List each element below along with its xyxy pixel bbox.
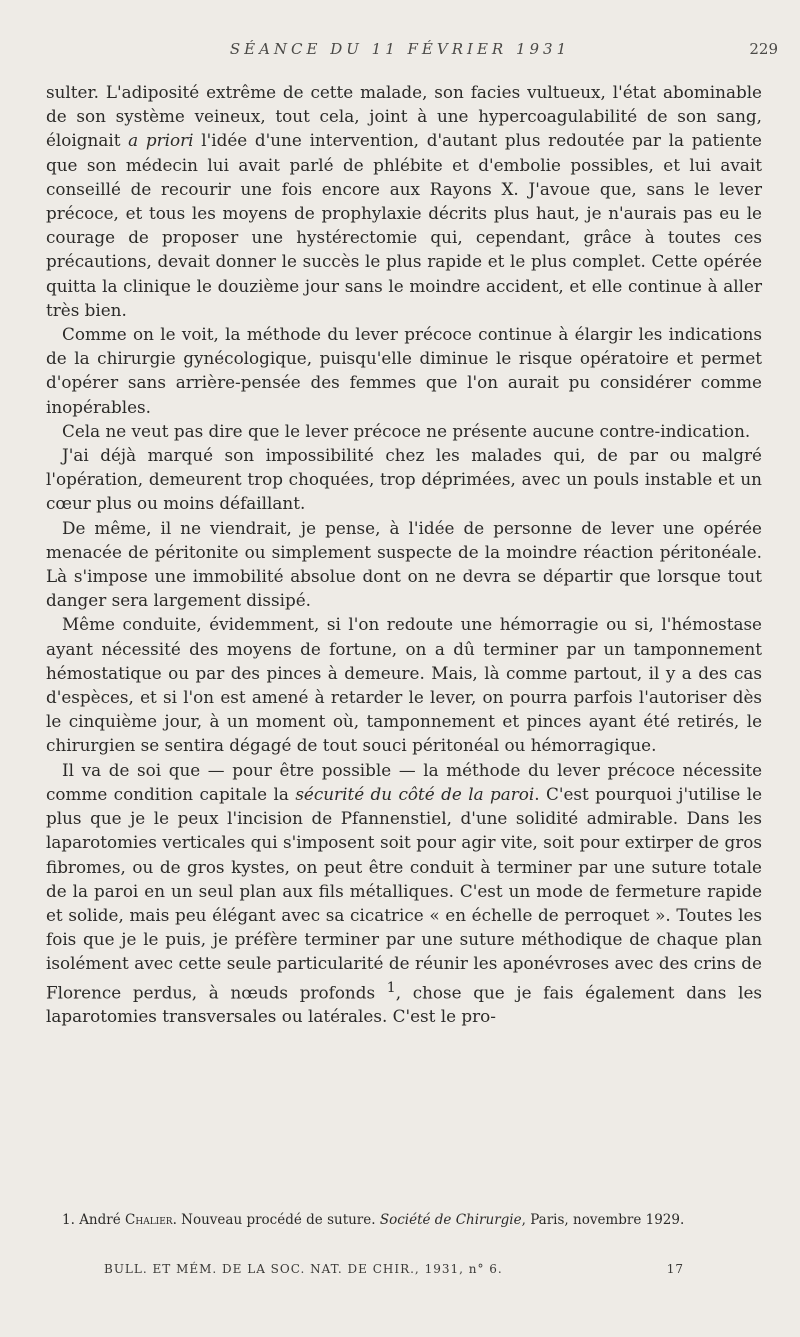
paragraph-7-emphasis: sécurité du côté de la paroi: [295, 783, 535, 804]
footnote-marker: 1.: [62, 1212, 75, 1228]
paragraph-7-text-c: , chose que je fais également dans les laparotomies transversales ou latérales. C'est le pro-: [46, 982, 762, 1027]
paragraph-7-text-a: Il va de soi que — pour être possible — la méthode du lever précoce nécessite comme condition capitale la: [46, 759, 762, 804]
paragraph-1-emphasis: a priori: [128, 130, 194, 151]
footnote-author-first: André: [79, 1212, 126, 1228]
footnote-author-last: Chalier.: [125, 1212, 177, 1228]
paragraph-7: [46, 758, 762, 1029]
paragraph-3: Cela ne veut pas dire que le lever précoce ne présente aucune contre-indication.: [62, 420, 751, 441]
footnote-journal: Société de Chirurgie: [379, 1212, 522, 1228]
paragraph-7-text-b: . C'est pourquoi j'utilise le plus que je le peux l'incision de Pfannenstiel, d'une solidité admirable. Dans les laparotomies verticales qui s'imposent soit pour agir vite, soit pour extirper de gros fibromes, ou de gros kystes, on peut être conduit à terminer par une suture totale de la paroi en un seul plan aux fils métalliques. C'est un mode de fermeture rapide et solide, mais peu élégant avec sa cicatrice « en échelle de perroquet ». Toutes les fois que je le puis, je préfère terminer par une suture méthodique de chaque plan isolément avec cette seule particularité de réunir les aponévroses avec des crins de Florence perdus, à nœuds profonds: [46, 783, 763, 1003]
paragraph-6: Même conduite, évidemment, si l'on redoute une hémorragie ou si, l'hémostase ayant nécessité des moyens de fortune, on a dû terminer par un tamponnement hémostatique ou par des pinces à demeure. Mais, là comme partout, il y a des cas d'espèces, et si l'on est amené à retarder le lever, on pourra parfois l'autoriser dès le cinquième jour, à un moment où, tamponnement et pinces ayant été retirés, le chirurgien se sentira dégagé de tout souci péritonéal ou hémorragique.: [46, 614, 762, 756]
footnote-title: Nouveau procédé de suture.: [176, 1212, 380, 1228]
body-text: [46, 80, 762, 1029]
footnotes: [46, 1211, 762, 1230]
running-title: SÉANCE DU 11 FÉVRIER 1931: [229, 40, 571, 58]
footer-text: BULL. ET MÉM. DE LA SOC. NAT. DE CHIR., 1931, n° 6.: [104, 1262, 503, 1276]
footnote-rest: , Paris, novembre 1929.: [521, 1212, 685, 1228]
paragraph-2: Comme on le voit, la méthode du lever précoce continue à élargir les indications de la chirurgie gynécologique, puisqu'elle diminue le risque opératoire et permet d'opérer sans arrière-pensée des femmes que l'on aurait pu considérer comme inopérables.: [46, 324, 762, 417]
page-footer: [104, 1262, 684, 1276]
paragraph-4: J'ai déjà marqué son impossibilité chez les malades qui, de par ou malgré l'opération, demeurent trop choquées, trop déprimées, avec un pouls instable et un cœur plus ou moins défaillant.: [46, 445, 762, 514]
footnote-1: [46, 1211, 762, 1230]
paragraph-1-text-b: l'idée d'une intervention, d'autant plus redoutée par la patiente que son médecin lui avait parlé de phlébite et d'embolie possibles, et lui avait conseillé de recourir une fois encore aux Rayons X. J'avoue que, sans le lever précoce, et tous les moyens de prophylaxie décrits plus haut, je n'aurais pas eu le courage de proposer une hystérectomie qui, cependant, grâce à toutes ces précautions, devait donner le succès le plus rapide et le plus complet. Cette opérée quitta la clinique le douzième jour sans le moindre accident, et elle continue à aller très bien.: [46, 130, 762, 320]
paragraph-1-text-a: sulter. L'adiposité extrême de cette malade, son facies vultueux, l'état abominable de son système veineux, tout cela, joint à une hypercoagulabilité de son sang, éloignait: [46, 82, 762, 151]
paragraph-1: [46, 80, 762, 322]
running-head: [0, 40, 800, 64]
paragraph-5: De même, il ne viendrait, je pense, à l'idée de personne de lever une opérée menacée de péritonite ou simplement suspecte de la moindre réaction péritonéale. Là s'impose une immobilité absolue dont on ne devra se départir que lorsque tout danger sera largement dissipé.: [46, 517, 762, 611]
page-number: 229: [749, 40, 778, 58]
signature-mark: 17: [666, 1262, 684, 1276]
footnote-reference: 1: [386, 979, 396, 996]
